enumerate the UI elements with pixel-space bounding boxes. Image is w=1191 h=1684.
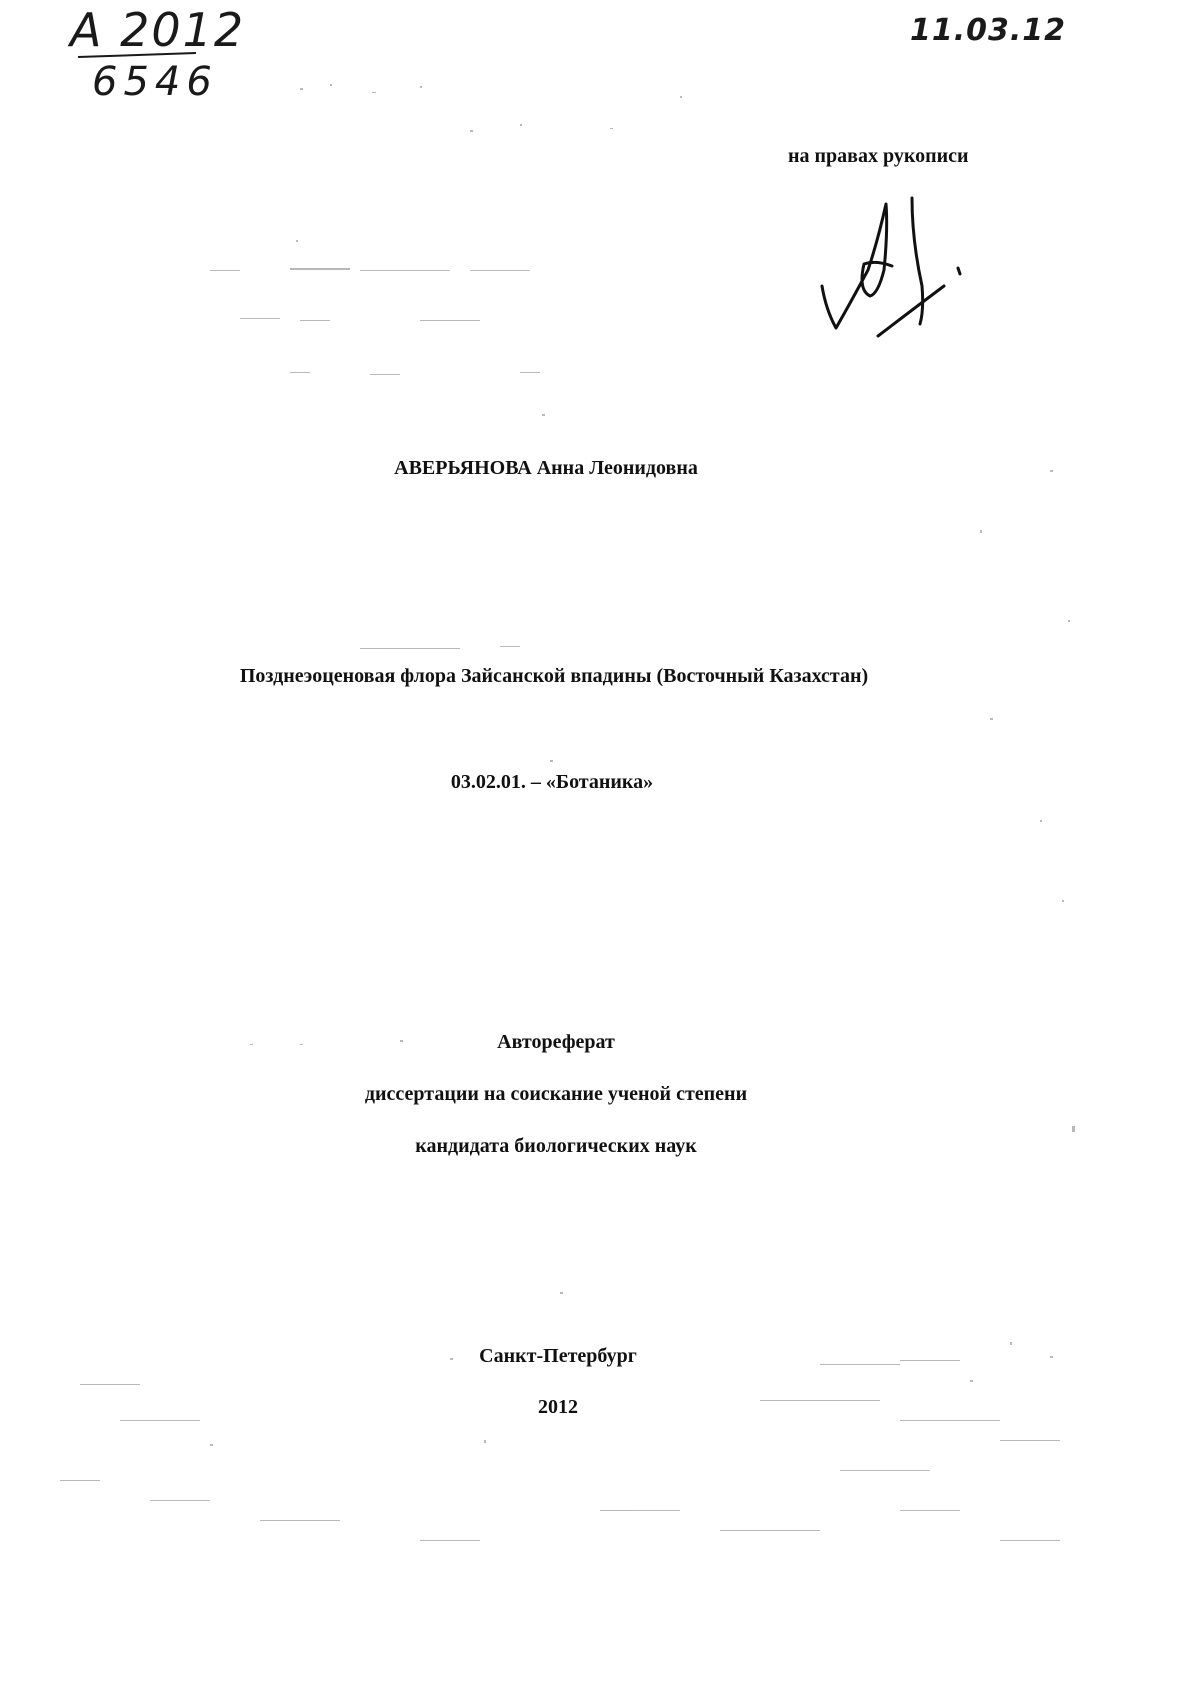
author-name: АВЕРЬЯНОВА Анна Леонидовна: [394, 457, 698, 479]
year: 2012: [538, 1396, 578, 1418]
degree-line-2: кандидата биологических наук: [415, 1135, 697, 1157]
specialty-code: 03.02.01. – «Ботаника»: [450, 771, 654, 793]
city: Санкт-Петербург: [479, 1345, 637, 1367]
handwritten-archive-number: 6546: [92, 59, 218, 105]
signature-image: [812, 190, 972, 350]
manuscript-note: на правах рукописи: [788, 145, 969, 167]
degree-line-1: диссертации на соискание ученой степени: [364, 1083, 748, 1105]
handwritten-date: 11.03.12: [910, 13, 1067, 48]
handwritten-archive-code: A 2012: [70, 3, 246, 57]
document-type: Автореферат: [497, 1031, 615, 1053]
dissertation-title: Позднеэоценовая флора Зайсанской впадины (Восточный Казахстан): [239, 665, 869, 687]
